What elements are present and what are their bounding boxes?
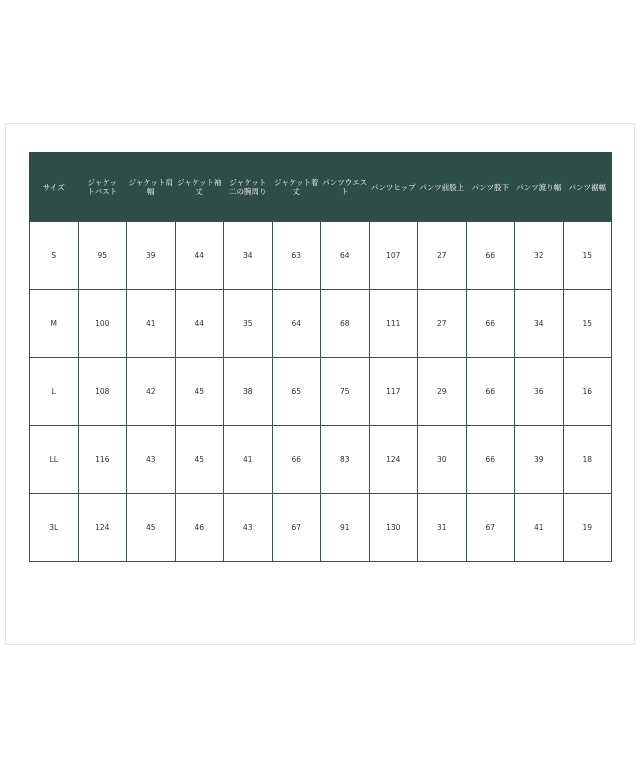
table-cell: 64 — [321, 222, 370, 290]
table-cell: 3L — [30, 494, 79, 562]
header-pants-hem: パンツ裾幅 — [563, 153, 612, 222]
table-cell: 66 — [466, 222, 515, 290]
table-cell: 117 — [369, 358, 418, 426]
table-cell: 130 — [369, 494, 418, 562]
table-cell: 83 — [321, 426, 370, 494]
table-cell: 124 — [78, 494, 127, 562]
table-cell: 46 — [175, 494, 224, 562]
table-cell: 43 — [127, 426, 176, 494]
table-cell: 66 — [466, 290, 515, 358]
table-cell: 27 — [418, 290, 467, 358]
table-cell: 111 — [369, 290, 418, 358]
table-cell: S — [30, 222, 79, 290]
table-cell: 66 — [466, 426, 515, 494]
table-cell: 32 — [515, 222, 564, 290]
table-cell: 39 — [515, 426, 564, 494]
header-pants-thigh: パンツ渡り幅 — [515, 153, 564, 222]
table-cell: 41 — [515, 494, 564, 562]
table-cell: 45 — [127, 494, 176, 562]
table-cell: 19 — [563, 494, 612, 562]
table-row — [30, 494, 612, 562]
table-cell: 27 — [418, 222, 467, 290]
table-cell: 100 — [78, 290, 127, 358]
table-cell: 124 — [369, 426, 418, 494]
table-header-row — [30, 153, 612, 222]
table-cell: 67 — [272, 494, 321, 562]
size-chart-table — [29, 152, 612, 562]
table-cell: 15 — [563, 290, 612, 358]
header-pants-inseam: パンツ股下 — [466, 153, 515, 222]
table-row — [30, 358, 612, 426]
table-row — [30, 426, 612, 494]
header-jacket-length: ジャケット着丈 — [272, 153, 321, 222]
table-cell: L — [30, 358, 79, 426]
header-jacket-sleeve: ジャケット袖丈 — [175, 153, 224, 222]
table-cell: LL — [30, 426, 79, 494]
table-cell: 95 — [78, 222, 127, 290]
table-cell: 42 — [127, 358, 176, 426]
table-cell: 16 — [563, 358, 612, 426]
header-jacket-shoulder: ジャケット肩幅 — [127, 153, 176, 222]
table-cell: 41 — [127, 290, 176, 358]
table-cell: 34 — [224, 222, 273, 290]
table-cell: 91 — [321, 494, 370, 562]
table-cell: 66 — [466, 358, 515, 426]
table-cell: 64 — [272, 290, 321, 358]
table-row — [30, 222, 612, 290]
table-cell: 75 — [321, 358, 370, 426]
header-jacket-bust: ジャケッ トバスト — [78, 153, 127, 222]
table-cell: 108 — [78, 358, 127, 426]
table-cell: 39 — [127, 222, 176, 290]
table-row — [30, 290, 612, 358]
table-cell: 116 — [78, 426, 127, 494]
table-cell: 68 — [321, 290, 370, 358]
table-cell: 38 — [224, 358, 273, 426]
table-cell: 45 — [175, 426, 224, 494]
table-cell: 29 — [418, 358, 467, 426]
table-cell: 35 — [224, 290, 273, 358]
table-cell: 34 — [515, 290, 564, 358]
table-cell: 30 — [418, 426, 467, 494]
table-cell: 66 — [272, 426, 321, 494]
table-cell: 36 — [515, 358, 564, 426]
table-cell: 107 — [369, 222, 418, 290]
table-cell: 31 — [418, 494, 467, 562]
header-size: サイズ — [30, 153, 79, 222]
table-cell: 44 — [175, 290, 224, 358]
table-cell: 65 — [272, 358, 321, 426]
header-pants-hip: パンツヒップ — [369, 153, 418, 222]
table-cell: 43 — [224, 494, 273, 562]
table-cell: 63 — [272, 222, 321, 290]
table-cell: 67 — [466, 494, 515, 562]
table-cell: 15 — [563, 222, 612, 290]
header-pants-waist: パンツウエスト — [321, 153, 370, 222]
table-cell: 44 — [175, 222, 224, 290]
header-jacket-upper-arm: ジャケット 二の腕周り — [224, 153, 273, 222]
table-cell: 45 — [175, 358, 224, 426]
table-cell: 18 — [563, 426, 612, 494]
table-cell: M — [30, 290, 79, 358]
table-cell: 41 — [224, 426, 273, 494]
header-pants-front-rise: パンツ前股上 — [418, 153, 467, 222]
